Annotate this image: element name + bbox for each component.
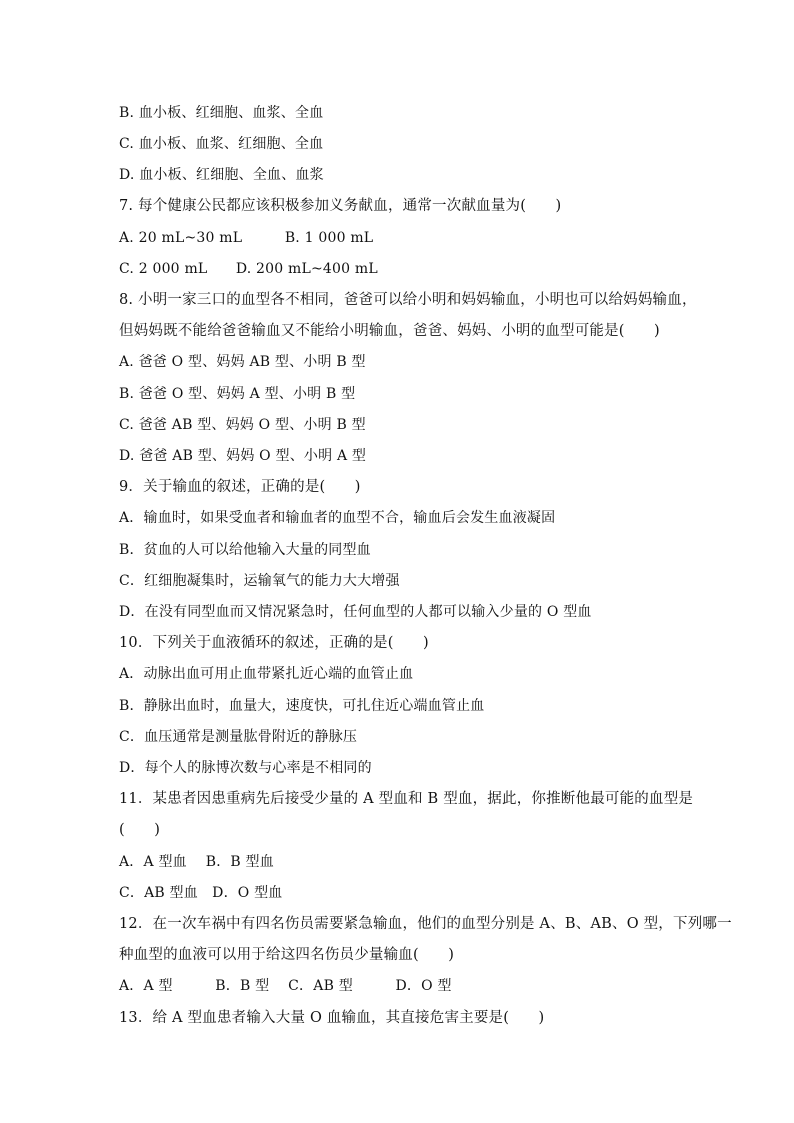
option-line: C．血压通常是测量肱骨附近的静脉压 xyxy=(119,729,358,745)
option-line: A．A 型 B．B 型 C．AB 型 D．O 型 xyxy=(119,978,452,994)
option-line: D．每个人的脉博次数与心率是不相同的 xyxy=(119,760,372,776)
option-line: A．A 型血 B．B 型血 xyxy=(119,854,274,870)
option-line: D. 血小板、红细胞、全血、血浆 xyxy=(119,167,324,183)
option-line: B. 血小板、红细胞、血浆、全血 xyxy=(119,105,324,121)
option-line: C. 2 000 mL D. 200 mL~400 mL xyxy=(119,261,378,277)
question-12: 12．在一次车祸中有四名伤员需要紧急输血，他们的血型分别是 A、B、AB、O 型，下列哪一 xyxy=(119,916,732,932)
question-11-cont: ( ) xyxy=(119,822,161,838)
option-line: D．在没有同型血而又情况紧急时，任何血型的人都可以输入少量的 O 型血 xyxy=(119,604,592,620)
option-line: C. 爸爸 AB 型、妈妈 O 型、小明 B 型 xyxy=(119,417,366,433)
option-line: A．动脉出血可用止血带紧扎近心端的血管止血 xyxy=(119,666,414,682)
question-12-cont: 种血型的血液可以用于给这四名伤员少量输血( ) xyxy=(119,947,455,963)
question-7: 7. 每个健康公民都应该积极参加义务献血，通常一次献血量为( ) xyxy=(119,198,562,214)
option-line: A. 爸爸 O 型、妈妈 AB 型、小明 B 型 xyxy=(119,354,366,370)
option-line: D. 爸爸 AB 型、妈妈 O 型、小明 A 型 xyxy=(119,448,367,464)
question-11: 11．某患者因患重病先后接受少量的 A 型血和 B 型血，据此，你推断他最可能的血型是 xyxy=(119,791,694,807)
option-line: A．输血时，如果受血者和输血者的血型不合，输血后会发生血液凝固 xyxy=(119,510,556,526)
option-line: B．静脉出血时，血量大，速度快，可扎住近心端血管止血 xyxy=(119,698,485,714)
option-line: B．贫血的人可以给他输入大量的同型血 xyxy=(119,542,371,558)
question-8: 8. 小明一家三口的血型各不相同，爸爸可以给小明和妈妈输血，小明也可以给妈妈输血， xyxy=(119,292,697,308)
option-line: C．红细胞凝集时，运输氧气的能力大大增强 xyxy=(119,573,400,589)
question-8-cont: 但妈妈既不能给爸爸输血又不能给小明输血，爸爸、妈妈、小明的血型可能是( ) xyxy=(119,323,660,339)
option-line: C．AB 型血 D．O 型血 xyxy=(119,885,283,901)
option-line: C. 血小板、血浆、红细胞、全血 xyxy=(119,136,324,152)
question-10: 10．下列关于血液循环的叙述，正确的是( ) xyxy=(119,635,429,651)
option-line: A. 20 mL~30 mL B. 1 000 mL xyxy=(119,230,374,246)
question-13: 13．给 A 型血患者输入大量 O 血输血，其直接危害主要是( ) xyxy=(119,1010,545,1026)
option-line: B. 爸爸 O 型、妈妈 A 型、小明 B 型 xyxy=(119,386,356,402)
question-9: 9．关于输血的叙述，正确的是( ) xyxy=(119,479,361,495)
